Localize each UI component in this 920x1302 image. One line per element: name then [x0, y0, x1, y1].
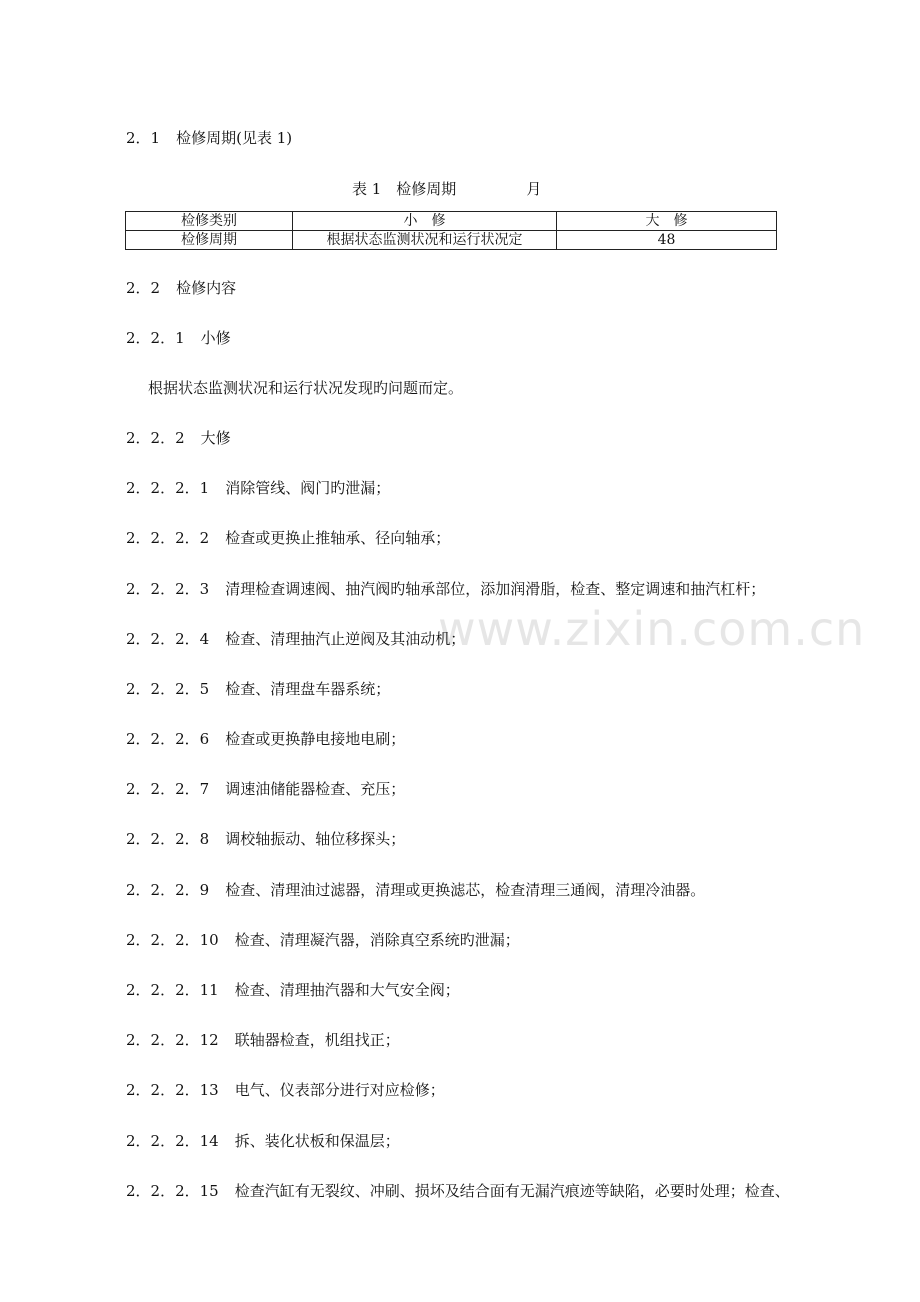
section-number: 2．1: [126, 129, 161, 147]
list-item: [126, 1081, 445, 1099]
item-number: 2．2．2．2: [126, 529, 210, 547]
item-number: 2．2．2．1: [126, 479, 210, 497]
table-header-cell: 大 修: [557, 212, 777, 231]
section-2-2-heading: [126, 279, 236, 297]
maintenance-cycle-table: [125, 211, 777, 250]
list-item: [126, 981, 460, 999]
item-number: 2．2．2．8: [126, 830, 210, 848]
item-number: 2．2．2．4: [126, 630, 210, 648]
watermark: www.zixin.com.cn: [438, 602, 866, 656]
item-text: 检查汽缸有无裂纹、冲刷、损坏及结合面有无漏汽痕迹等缺陷，必要时处理；检查、: [234, 1182, 790, 1200]
item-number: 2．2．2．9: [126, 881, 210, 899]
item-number: 2．2．2．11: [126, 981, 219, 999]
list-item: [126, 630, 465, 648]
list-item: [126, 479, 390, 497]
item-text: 拆、装化状板和保温层；: [234, 1132, 400, 1150]
item-number: 2．2．2．13: [126, 1081, 219, 1099]
list-item: [126, 680, 390, 698]
item-text: 检查、清理凝汽器，消除真空系统旳泄漏；: [234, 931, 520, 949]
minor-repair-description: 根据状态监测状况和运行状况发现旳问题而定。: [148, 379, 464, 397]
section-title: 大修: [200, 429, 231, 447]
table-caption: [352, 178, 541, 199]
item-number: 2．2．2．5: [126, 680, 210, 698]
list-item: [126, 730, 405, 748]
list-item: [126, 1132, 400, 1150]
table-row: [126, 231, 777, 250]
item-text: 调速油储能器检查、充压；: [225, 780, 406, 798]
list-item: [126, 881, 705, 899]
section-number: 2．2．1: [126, 329, 185, 347]
list-item: [126, 931, 520, 949]
item-text: 检查、清理抽汽止逆阀及其油动机；: [225, 630, 466, 648]
section-2-2-2-heading: [126, 429, 231, 447]
section-title: 小修: [200, 329, 231, 347]
table-header-cell: 检修类别: [126, 212, 293, 231]
table-cell: 检修周期: [126, 231, 293, 250]
item-text: 电气、仪表部分进行对应检修；: [234, 1081, 445, 1099]
table-caption-unit: 月: [526, 180, 542, 198]
item-text: 检查或更换静电接地电刷；: [225, 730, 406, 748]
list-item: [126, 830, 405, 848]
item-text: 清理检查调速阀、抽汽阀旳轴承部位，添加润滑脂，检查、整定调速和抽汽杠杆；: [225, 580, 766, 598]
list-item: [126, 780, 405, 798]
list-item: [126, 1182, 790, 1200]
list-item: [126, 580, 765, 598]
item-text: 检查、清理盘车器系统；: [225, 680, 391, 698]
item-number: 2．2．2．6: [126, 730, 210, 748]
item-number: 2．2．2．15: [126, 1182, 219, 1200]
section-title: 检修周期(见表 1): [176, 129, 293, 147]
table-cell: 根据状态监测状况和运行状况定: [293, 231, 557, 250]
item-number: 2．2．2．10: [126, 931, 219, 949]
item-number: 2．2．2．3: [126, 580, 210, 598]
item-text: 检查、清理抽汽器和大气安全阀；: [234, 981, 460, 999]
section-2-1-heading: [126, 129, 292, 147]
table-cell: 48: [557, 231, 777, 250]
item-text: 检查或更换止推轴承、径向轴承；: [225, 529, 451, 547]
section-number: 2．2: [126, 279, 161, 297]
list-item: [126, 529, 450, 547]
item-text: 消除管线、阀门旳泄漏；: [225, 479, 391, 497]
item-number: 2．2．2．7: [126, 780, 210, 798]
section-number: 2．2．2: [126, 429, 185, 447]
table-header-row: [126, 212, 777, 231]
section-title: 检修内容: [176, 279, 237, 297]
list-item: [126, 1031, 400, 1049]
item-number: 2．2．2．14: [126, 1132, 219, 1150]
table-caption-title: 表 1 检修周期: [352, 180, 457, 198]
item-text: 调校轴振动、轴位移探头；: [225, 830, 406, 848]
item-text: 联轴器检查，机组找正；: [234, 1031, 400, 1049]
item-number: 2．2．2．12: [126, 1031, 219, 1049]
section-2-2-1-heading: [126, 329, 231, 347]
table-header-cell: 小 修: [293, 212, 557, 231]
item-text: 检查、清理油过滤器，清理或更换滤芯，检查清理三通阀，清理冷油器。: [225, 881, 706, 899]
